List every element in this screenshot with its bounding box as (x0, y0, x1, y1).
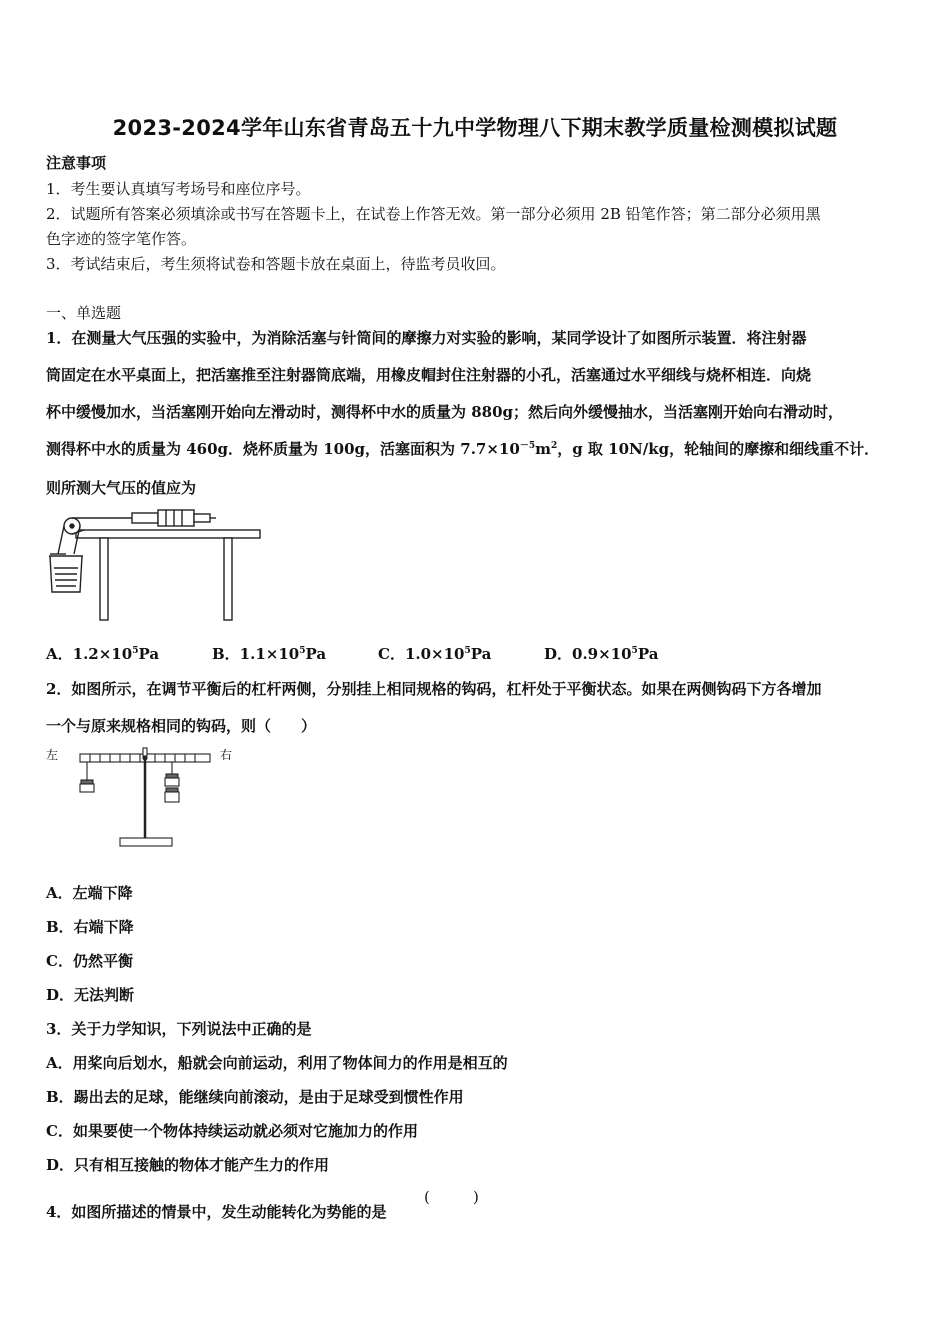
notice-item: 3．考试结束后，考生须将试卷和答题卡放在桌面上，待监考员收回。 (46, 255, 506, 273)
q2-option-b[interactable]: B．右端下降 (46, 918, 134, 936)
q1-option-c[interactable]: C．$1.0\times 10^5Pa$ (378, 645, 492, 663)
section-heading: 一、单选题 (46, 304, 122, 322)
q1-stem-line: 1．在测量大气压强的实验中，为消除活塞与针筒间的摩擦力对实验的影响，某同学设计了如图所示装置．将注射器 (46, 329, 807, 347)
q1-text: 测得杯中水的质量为 460g．烧杯质量为 100g，活塞面积为 7.7×10 (46, 440, 520, 458)
lever-right-label: 右 (220, 748, 233, 762)
q1-exponent: －5 (519, 441, 536, 451)
q1-option-b[interactable]: B．$1.1\times 10^5Pa$ (212, 645, 327, 663)
q1-stem-line: 杯中缓慢加水，当活塞刚开始向左滑动时，测得杯中水的质量为 880g；然后向外缓慢抽水，当活塞刚开始向右滑动时， (46, 403, 844, 421)
q3-option-c[interactable]: C．如果要使一个物体持续运动就必须对它施加力的作用 (46, 1122, 418, 1140)
page-title: 2023-2024学年山东省青岛五十九中学物理八下期末教学质量检测模拟试题 (112, 116, 838, 140)
q1-option-d[interactable]: D．$0.9\times 10^5Pa$ (544, 645, 659, 663)
q2-option-d[interactable]: D．无法判断 (46, 986, 135, 1004)
syringe-apparatus-figure (44, 504, 266, 622)
q1-unit: m (535, 440, 551, 458)
q1-stem-line-4 (46, 438, 879, 459)
q2-stem-line: 2．如图所示，在调节平衡后的杠杆两侧，分别挂上相同规格的钩码，杠杆处于平衡状态。如果在两侧钩码下方各增加 (46, 680, 822, 698)
q2-stem-line: 一个与原来规格相同的钩码，则（ ） (46, 717, 317, 735)
q1-exponent: 2 (550, 441, 558, 451)
q4-paren-left: ( (424, 1188, 430, 1206)
q3-option-d[interactable]: D．只有相互接触的物体才能产生力的作用 (46, 1156, 330, 1174)
q1-question: 则所测大气压的值应为 (46, 479, 197, 497)
q1-options (46, 643, 658, 664)
q3-stem: 3．关于力学知识，下列说法中正确的是 (46, 1020, 312, 1038)
q3-option-b[interactable]: B．踢出去的足球，能继续向前滚动，是由于足球受到惯性作用 (46, 1088, 464, 1106)
q3-option-a[interactable]: A．用桨向后划水，船就会向前运动，利用了物体间力的作用是相互的 (46, 1054, 508, 1072)
lever-figure (76, 746, 216, 852)
notice-item: 2．试题所有答案必须填涂或书写在答题卡上，在试卷上作答无效。第一部分必须用 2B 铅笔作答；第二部分必须用黑 (46, 205, 821, 223)
lever-left-label: 左 (46, 748, 59, 762)
q2-option-c[interactable]: C．仍然平衡 (46, 952, 133, 970)
notice-item: 色字迹的签字笔作答。 (46, 230, 197, 248)
q1-option-a[interactable]: A．$1.2\times 10^5Pa$ (46, 645, 160, 663)
q1-stem-line: 筒固定在水平桌面上，把活塞推至注射器筒底端，用橡皮帽封住注射器的小孔，活塞通过水平细线与烧杯相连．向烧 (46, 366, 812, 384)
q4-paren-right: ) (473, 1188, 479, 1206)
q1-text: ，g 取 10N/kg，轮轴间的摩擦和细线重不计． (557, 440, 880, 458)
q4-stem: 4．如图所描述的情景中，发生动能转化为势能的是 (46, 1203, 387, 1221)
notice-heading: 注意事项 (46, 154, 107, 172)
q2-option-a[interactable]: A．左端下降 (46, 884, 133, 902)
notice-item: 1．考生要认真填写考场号和座位序号。 (46, 180, 311, 198)
